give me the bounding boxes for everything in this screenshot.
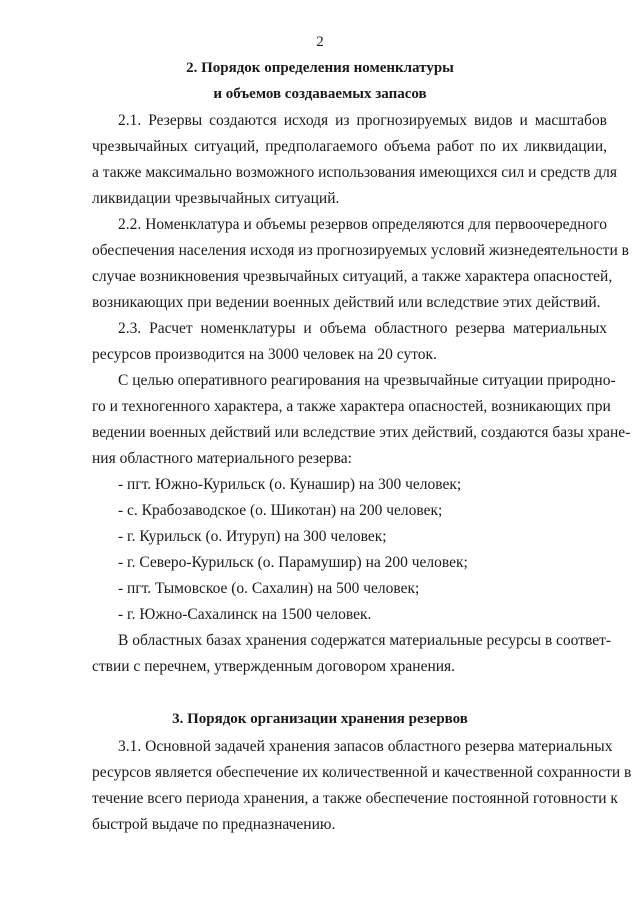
section-3-heading: 3. Порядок организации хранения резервов bbox=[172, 711, 468, 727]
text-line: ресурсов производится на 3000 человек на 20 суток. bbox=[92, 346, 437, 363]
list-item: - пгт. Южно-Курильск (о. Кунашир) на 300 человек; bbox=[118, 476, 462, 493]
text-line: случае возникновения чрезвычайных ситуаций, а также характера опасностей, bbox=[92, 268, 613, 285]
text-line: быстрой выдаче по предназначению. bbox=[92, 816, 336, 833]
list-item: - г. Курильск (о. Итуруп) на 300 человек; bbox=[118, 528, 387, 545]
text-line: 2.2. Номенклатура и объемы резервов определяются для первоочередного bbox=[118, 216, 607, 233]
text-line: 3.1. Основной задачей хранения запасов областного резерва материальных bbox=[118, 738, 613, 755]
text-line: течение всего периода хранения, а также обеспечение постоянной готовности к bbox=[92, 790, 618, 807]
section-2-heading-line-2: и объемов создаваемых запасов bbox=[213, 86, 427, 102]
list-item: - г. Южно-Сахалинск на 1500 человек. bbox=[118, 606, 372, 623]
text-line: ведении военных действий или вследствие этих действий, создаются базы хране- bbox=[92, 424, 631, 441]
list-item: - с. Крабозаводское (о. Шикотан) на 200 человек; bbox=[118, 502, 443, 519]
list-item: - пгт. Тымовское (о. Сахалин) на 500 человек; bbox=[118, 580, 420, 597]
text-line: возникающих при ведении военных действий или вследствие этих действий. bbox=[92, 294, 601, 311]
text-line: обеспечения населения исходя из прогнозируемых условий жизнедеятельности в bbox=[92, 242, 629, 259]
text-line: а также максимально возможного использования имеющихся сил и средств для bbox=[92, 164, 618, 181]
text-line: В областных базах хранения содержатся материальные ресурсы в соответ- bbox=[118, 632, 612, 649]
text-line: ния областного материального резерва: bbox=[92, 450, 352, 467]
section-2-heading-line-1: 2. Порядок определения номенклатуры bbox=[186, 60, 454, 76]
list-item: - г. Северо-Курильск (о. Парамушир) на 200 человек; bbox=[118, 554, 468, 571]
text-line: ствии с перечнем, утвержденным договором хранения. bbox=[92, 658, 456, 675]
text-line: 2.1. Резервы создаются исходя из прогнозируемых видов и масштабов bbox=[118, 112, 607, 129]
text-line: 2.3. Расчет номенклатуры и объема областного резерва материальных bbox=[118, 320, 607, 337]
text-line: чрезвычайных ситуаций, предполагаемого объема работ по их ликвидации, bbox=[92, 138, 607, 155]
text-line: го и техногенного характера, а также характера опасностей, возникающих при bbox=[92, 398, 611, 415]
text-line: ресурсов является обеспечение их количественной и качественной сохранности в bbox=[92, 764, 632, 781]
text-line: ликвидации чрезвычайных ситуаций. bbox=[92, 190, 340, 207]
text-line: С целью оперативного реагирования на чрезвычайные ситуации природно- bbox=[118, 372, 616, 389]
page-number: 2 bbox=[316, 34, 324, 50]
